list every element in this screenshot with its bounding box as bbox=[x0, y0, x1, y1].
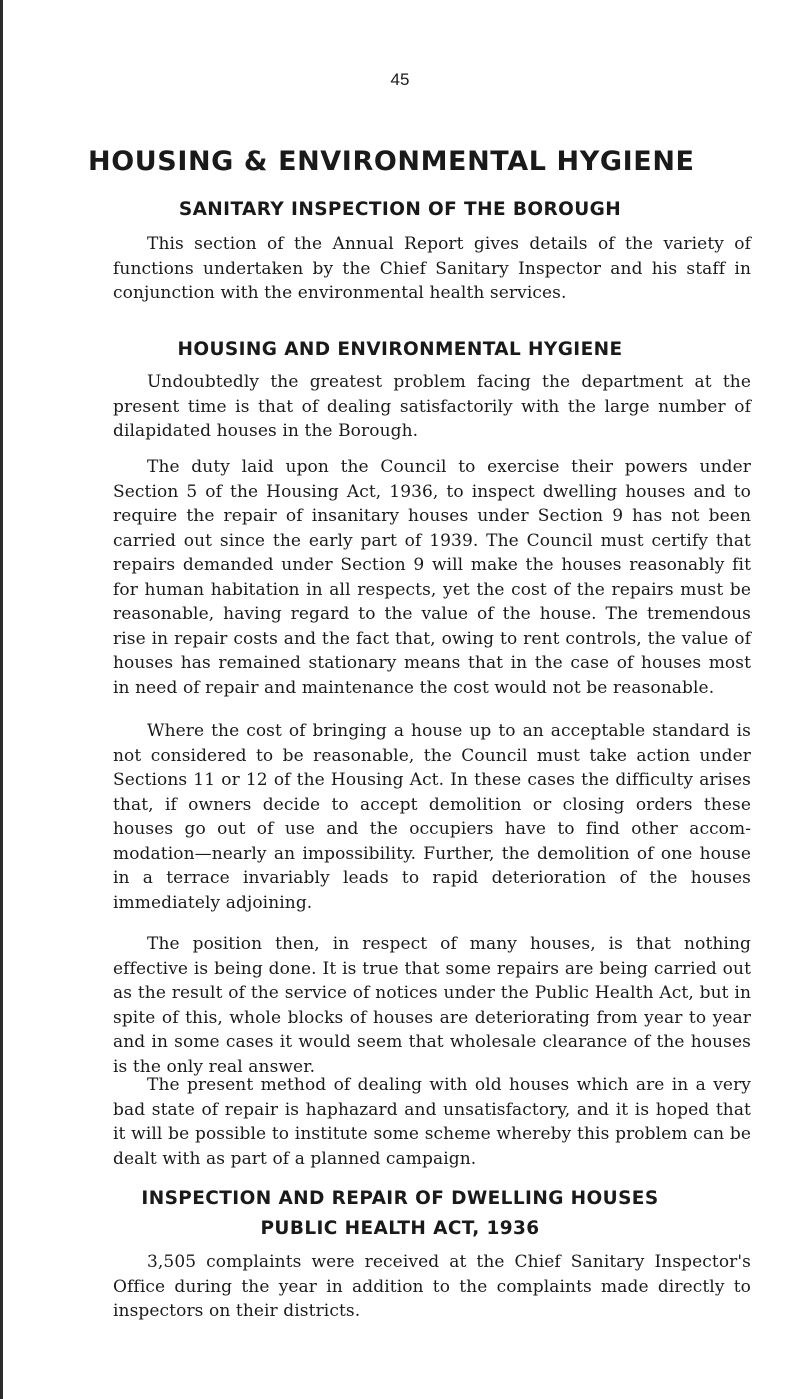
section-heading-inspection-repair: INSPECTION AND REPAIR OF DWELLING HOUSES bbox=[141, 1188, 659, 1209]
paragraph-greatest-problem: Undoubtedly the greatest problem facing the department at the present time is that of dealing satisfactorily with the large number of dilapidated houses in the Borough. bbox=[113, 372, 751, 441]
page-number: 45 bbox=[390, 70, 410, 89]
paragraph-position-then: The position then, in respect of many houses, is that nothing effective is being done. It is true that some repairs are being carried out as the result of the service of notices under the Public Health Act, but in spite of this, whole blocks of houses are deteriorating from year to year and in some cases it would seem that wholesale clearance of the houses is the only real answer. bbox=[113, 934, 751, 1077]
page-title: HOUSING & ENVIRONMENTAL HYGIENE bbox=[88, 146, 695, 177]
paragraph-present-method: The present method of dealing with old houses which are in a very bad state of repair is haphazard and unsatisfactory, and it is hoped that it will be possible to institute some scheme whereby this problem can be dealt with as part of a planned campaign. bbox=[113, 1075, 751, 1169]
paragraph-complaints: 3,505 complaints were received at the Chief Sanitary Inspector's Office during the year in addition to the complaints made directly to inspectors on their districts. bbox=[113, 1252, 751, 1321]
section-subheading-public-health-act: PUBLIC HEALTH ACT, 1936 bbox=[260, 1218, 540, 1239]
section-heading-housing-hygiene: HOUSING AND ENVIRONMENTAL HYGIENE bbox=[177, 339, 623, 360]
paragraph-council-duty: The duty laid upon the Council to exercise their powers under Section 5 of the Housing Act, 1936, to inspect dwelling houses and to require the repair of insanitary houses under Section 9 has not been carried out since the early part of 1939. The Council must certify that repairs demanded under Section 9 will make the houses reasonably fit for human habitation in all respects, yet the cost of the repairs must be reasonable, having regard to the value of the house. The tremendous rise in repair costs and the fact that, owing to rent controls, the value of houses has remained stationary means that in the case of houses most in need of repair and maintenance the cost would not be reasonable. bbox=[113, 457, 751, 698]
paragraph-acceptable-standard: Where the cost of bringing a house up to an acceptable standard is not considered to be reasonable, the Council must take action under Sections 11 or 12 of the Housing Act. In these cases the difficulty arises that, if owners decide to accept demolition or closing orders these houses go out of use and the occupiers have to find other accommodation—nearly an impossibility. Further, the demolition of one house in a terrace invariably leads to rapid deterioration of the houses immediately adjoining. bbox=[113, 721, 751, 913]
paragraph-sanitary-intro: This section of the Annual Report gives details of the variety of functions undertaken by the Chief Sanitary Inspector and his staff in conjunction with the environmental health services. bbox=[113, 234, 751, 303]
section-heading-sanitary-inspection: SANITARY INSPECTION OF THE BOROUGH bbox=[178, 199, 622, 220]
